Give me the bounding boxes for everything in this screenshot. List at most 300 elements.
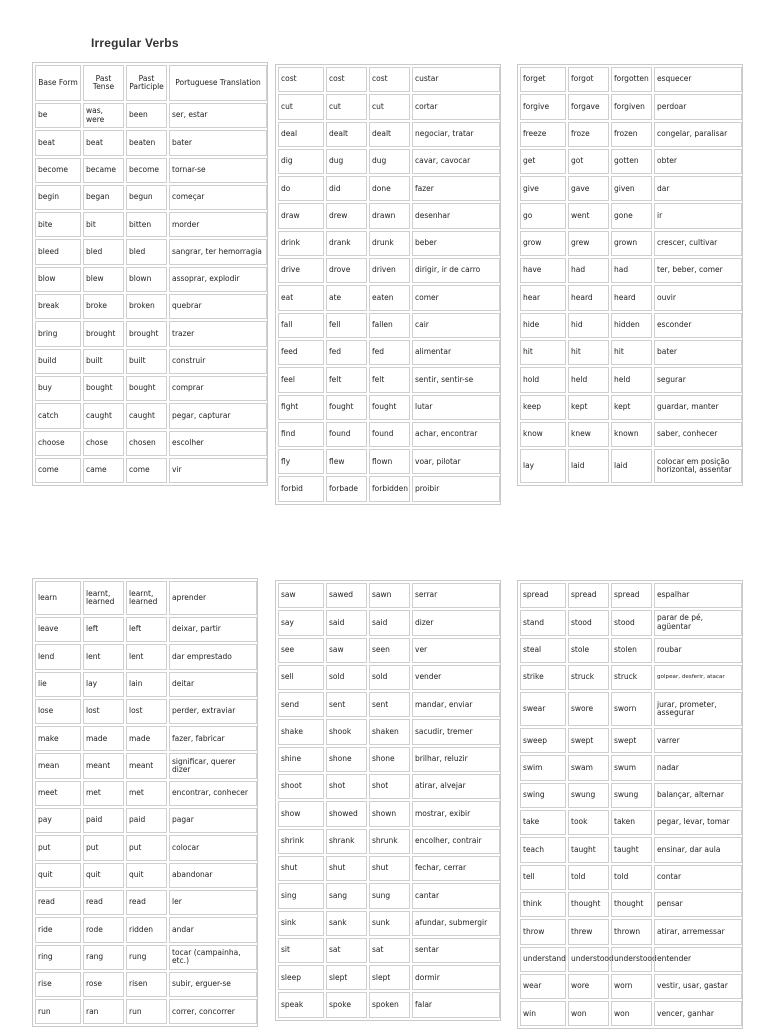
past-participle-cell: come: [126, 458, 167, 483]
past-participle-cell: dealt: [369, 122, 410, 147]
base-form-cell: go: [520, 203, 566, 228]
translation-cell: custar: [412, 67, 500, 92]
translation-cell: pensar: [654, 892, 742, 917]
past-tense-cell: hid: [568, 313, 609, 338]
past-tense-cell: shot: [326, 774, 367, 799]
past-tense-cell: beat: [83, 130, 124, 155]
translation-cell: achar, encontrar: [412, 422, 500, 447]
translation-cell: dar: [654, 176, 742, 201]
past-tense-cell: slept: [326, 965, 367, 990]
past-tense-cell: took: [568, 810, 609, 835]
base-form-cell: choose: [35, 431, 81, 456]
base-form-cell: fly: [278, 449, 324, 474]
past-tense-cell: found: [326, 422, 367, 447]
past-tense-cell: went: [568, 203, 609, 228]
base-form-cell: cut: [278, 94, 324, 119]
base-form-cell: build: [35, 349, 81, 374]
translation-cell: cavar, cavocar: [412, 149, 500, 174]
past-tense-cell: ate: [326, 285, 367, 310]
past-participle-cell: hidden: [611, 313, 652, 338]
past-participle-cell: cut: [369, 94, 410, 119]
base-form-cell: feed: [278, 340, 324, 365]
base-form-cell: find: [278, 422, 324, 447]
translation-cell: crescer, cultivar: [654, 231, 742, 256]
translation-cell: subir, erguer-se: [169, 972, 257, 997]
translation-cell: golpear, desferir, atacar: [654, 665, 742, 690]
translation-cell: comer: [412, 285, 500, 310]
translation-cell: balançar, alternar: [654, 783, 742, 808]
translation-cell: guardar, manter: [654, 395, 742, 420]
translation-cell: trazer: [169, 321, 267, 346]
past-tense-cell: met: [83, 781, 124, 806]
past-participle-cell: had: [611, 258, 652, 283]
past-participle-cell: spoken: [369, 992, 410, 1017]
translation-cell: assoprar, explodir: [169, 267, 267, 292]
past-tense-cell: struck: [568, 665, 609, 690]
past-tense-cell: lay: [83, 672, 124, 697]
translation-cell: ir: [654, 203, 742, 228]
past-participle-cell: been: [126, 103, 167, 128]
base-form-cell: sell: [278, 665, 324, 690]
translation-cell: encontrar, conhecer: [169, 781, 257, 806]
past-participle-cell: risen: [126, 972, 167, 997]
translation-cell: pagar: [169, 808, 257, 833]
base-form-cell: sink: [278, 911, 324, 936]
past-participle-cell: shaken: [369, 719, 410, 744]
base-form-cell: drink: [278, 231, 324, 256]
past-participle-cell: become: [126, 158, 167, 183]
past-participle-cell: lent: [126, 644, 167, 669]
base-form-cell: rise: [35, 972, 81, 997]
base-form-cell: forbid: [278, 476, 324, 501]
past-participle-cell: taught: [611, 837, 652, 862]
past-tense-cell: swam: [568, 755, 609, 780]
past-tense-cell: won: [568, 1001, 609, 1026]
translation-cell: lutar: [412, 395, 500, 420]
past-participle-cell: met: [126, 781, 167, 806]
past-tense-cell: read: [83, 890, 124, 915]
past-participle-cell: bled: [126, 239, 167, 264]
translation-cell: mandar, enviar: [412, 692, 500, 717]
translation-cell: falar: [412, 992, 500, 1017]
base-form-cell: sit: [278, 938, 324, 963]
translation-cell: ouvir: [654, 285, 742, 310]
past-tense-cell: spoke: [326, 992, 367, 1017]
past-participle-cell: kept: [611, 395, 652, 420]
past-participle-cell: cost: [369, 67, 410, 92]
column-header: Portuguese Translation: [169, 65, 267, 101]
base-form-cell: run: [35, 999, 81, 1024]
past-participle-cell: found: [369, 422, 410, 447]
base-form-cell: swear: [520, 692, 566, 726]
translation-cell: fazer: [412, 176, 500, 201]
past-tense-cell: ran: [83, 999, 124, 1024]
past-tense-cell: fell: [326, 313, 367, 338]
past-tense-cell: grew: [568, 231, 609, 256]
past-participle-cell: read: [126, 890, 167, 915]
past-participle-cell: forgiven: [611, 94, 652, 119]
past-participle-cell: sunk: [369, 911, 410, 936]
past-tense-cell: said: [326, 610, 367, 635]
translation-cell: atirar, arremessar: [654, 919, 742, 944]
page-title: Irregular Verbs: [91, 36, 179, 50]
base-form-cell: fight: [278, 395, 324, 420]
base-form-cell: know: [520, 422, 566, 447]
past-tense-cell: sold: [326, 665, 367, 690]
translation-cell: começar: [169, 185, 267, 210]
past-tense-cell: blew: [83, 267, 124, 292]
past-tense-cell: swept: [568, 728, 609, 753]
past-tense-cell: had: [568, 258, 609, 283]
past-participle-cell: run: [126, 999, 167, 1024]
translation-cell: parar de pé, agüentar: [654, 610, 742, 635]
past-tense-cell: laid: [568, 449, 609, 483]
base-form-cell: ring: [35, 945, 81, 970]
base-form-cell: hear: [520, 285, 566, 310]
verb-table-1: [32, 62, 268, 486]
base-form-cell: shrink: [278, 829, 324, 854]
past-participle-cell: swung: [611, 783, 652, 808]
base-form-cell: lie: [35, 672, 81, 697]
base-form-cell: deal: [278, 122, 324, 147]
past-tense-cell: lost: [83, 699, 124, 724]
past-participle-cell: lain: [126, 672, 167, 697]
base-form-cell: drive: [278, 258, 324, 283]
past-participle-cell: fallen: [369, 313, 410, 338]
translation-cell: fechar, cerrar: [412, 856, 500, 881]
past-participle-cell: hit: [611, 340, 652, 365]
translation-cell: deitar: [169, 672, 257, 697]
past-tense-cell: dealt: [326, 122, 367, 147]
base-form-cell: teach: [520, 837, 566, 862]
translation-cell: pegar, capturar: [169, 403, 267, 428]
past-participle-cell: sent: [369, 692, 410, 717]
past-participle-cell: caught: [126, 403, 167, 428]
base-form-cell: hit: [520, 340, 566, 365]
translation-cell: correr, concorrer: [169, 999, 257, 1024]
past-participle-cell: thrown: [611, 919, 652, 944]
translation-cell: brilhar, reluzir: [412, 747, 500, 772]
past-tense-cell: told: [568, 865, 609, 890]
base-form-cell: bite: [35, 212, 81, 237]
translation-cell: segurar: [654, 367, 742, 392]
translation-cell: deixar, partir: [169, 617, 257, 642]
past-tense-cell: bit: [83, 212, 124, 237]
translation-cell: cantar: [412, 883, 500, 908]
base-form-cell: win: [520, 1001, 566, 1026]
base-form-cell: steal: [520, 638, 566, 663]
past-participle-cell: shone: [369, 747, 410, 772]
past-tense-cell: fought: [326, 395, 367, 420]
past-participle-cell: given: [611, 176, 652, 201]
translation-cell: tocar (campainha, etc.): [169, 945, 257, 970]
past-participle-cell: won: [611, 1001, 652, 1026]
verb-table-5: [275, 580, 501, 1021]
base-form-cell: catch: [35, 403, 81, 428]
translation-cell: abandonar: [169, 863, 257, 888]
translation-cell: pegar, levar, tomar: [654, 810, 742, 835]
base-form-cell: pay: [35, 808, 81, 833]
column-header: Base Form: [35, 65, 81, 101]
past-participle-cell: taken: [611, 810, 652, 835]
base-form-cell: swim: [520, 755, 566, 780]
past-tense-cell: bought: [83, 376, 124, 401]
base-form-cell: shake: [278, 719, 324, 744]
past-tense-cell: rose: [83, 972, 124, 997]
past-tense-cell: drew: [326, 203, 367, 228]
past-tense-cell: learnt, learned: [83, 581, 124, 615]
past-participle-cell: ridden: [126, 917, 167, 942]
base-form-cell: begin: [35, 185, 81, 210]
past-tense-cell: flew: [326, 449, 367, 474]
past-tense-cell: threw: [568, 919, 609, 944]
past-tense-cell: felt: [326, 367, 367, 392]
translation-cell: aprender: [169, 581, 257, 615]
base-form-cell: read: [35, 890, 81, 915]
translation-cell: morder: [169, 212, 267, 237]
past-tense-cell: sank: [326, 911, 367, 936]
past-participle-cell: struck: [611, 665, 652, 690]
translation-cell: tornar-se: [169, 158, 267, 183]
past-tense-cell: swore: [568, 692, 609, 726]
past-tense-cell: shrank: [326, 829, 367, 854]
translation-cell: esconder: [654, 313, 742, 338]
past-tense-cell: did: [326, 176, 367, 201]
past-tense-cell: came: [83, 458, 124, 483]
translation-cell: construir: [169, 349, 267, 374]
past-participle-cell: spread: [611, 583, 652, 608]
past-participle-cell: brought: [126, 321, 167, 346]
translation-cell: perdoar: [654, 94, 742, 119]
base-form-cell: cost: [278, 67, 324, 92]
translation-cell: comprar: [169, 376, 267, 401]
translation-cell: vestir, usar, gastar: [654, 974, 742, 999]
base-form-cell: speak: [278, 992, 324, 1017]
past-tense-cell: spread: [568, 583, 609, 608]
past-tense-cell: got: [568, 149, 609, 174]
base-form-cell: fall: [278, 313, 324, 338]
past-participle-cell: seen: [369, 638, 410, 663]
past-participle-cell: fed: [369, 340, 410, 365]
past-tense-cell: gave: [568, 176, 609, 201]
past-tense-cell: heard: [568, 285, 609, 310]
past-tense-cell: forgot: [568, 67, 609, 92]
verb-table-2: [275, 64, 501, 505]
base-form-cell: put: [35, 835, 81, 860]
past-tense-cell: forbade: [326, 476, 367, 501]
past-participle-cell: laid: [611, 449, 652, 483]
base-form-cell: beat: [35, 130, 81, 155]
base-form-cell: do: [278, 176, 324, 201]
past-participle-cell: bought: [126, 376, 167, 401]
past-participle-cell: beaten: [126, 130, 167, 155]
past-tense-cell: sent: [326, 692, 367, 717]
base-form-cell: shut: [278, 856, 324, 881]
past-participle-cell: dug: [369, 149, 410, 174]
past-tense-cell: chose: [83, 431, 124, 456]
past-tense-cell: rang: [83, 945, 124, 970]
base-form-cell: feel: [278, 367, 324, 392]
past-participle-cell: forgotten: [611, 67, 652, 92]
base-form-cell: freeze: [520, 122, 566, 147]
base-form-cell: show: [278, 801, 324, 826]
translation-cell: desenhar: [412, 203, 500, 228]
past-tense-cell: froze: [568, 122, 609, 147]
translation-cell: mostrar, exibir: [412, 801, 500, 826]
translation-cell: beber: [412, 231, 500, 256]
past-participle-cell: gone: [611, 203, 652, 228]
base-form-cell: think: [520, 892, 566, 917]
base-form-cell: lose: [35, 699, 81, 724]
past-participle-cell: chosen: [126, 431, 167, 456]
past-tense-cell: drank: [326, 231, 367, 256]
past-participle-cell: done: [369, 176, 410, 201]
base-form-cell: swing: [520, 783, 566, 808]
past-tense-cell: thought: [568, 892, 609, 917]
translation-cell: vender: [412, 665, 500, 690]
base-form-cell: make: [35, 726, 81, 751]
past-tense-cell: stood: [568, 610, 609, 635]
base-form-cell: forget: [520, 67, 566, 92]
base-form-cell: give: [520, 176, 566, 201]
past-tense-cell: kept: [568, 395, 609, 420]
past-tense-cell: built: [83, 349, 124, 374]
past-participle-cell: shut: [369, 856, 410, 881]
base-form-cell: sing: [278, 883, 324, 908]
past-tense-cell: hit: [568, 340, 609, 365]
past-tense-cell: brought: [83, 321, 124, 346]
past-tense-cell: dug: [326, 149, 367, 174]
base-form-cell: have: [520, 258, 566, 283]
base-form-cell: understand: [520, 947, 566, 972]
translation-cell: andar: [169, 917, 257, 942]
past-participle-cell: quit: [126, 863, 167, 888]
translation-cell: dizer: [412, 610, 500, 635]
translation-cell: ter, beber, comer: [654, 258, 742, 283]
past-participle-cell: left: [126, 617, 167, 642]
past-participle-cell: stolen: [611, 638, 652, 663]
translation-cell: varrer: [654, 728, 742, 753]
base-form-cell: sweep: [520, 728, 566, 753]
past-tense-cell: began: [83, 185, 124, 210]
translation-cell: ser, estar: [169, 103, 267, 128]
past-participle-cell: bitten: [126, 212, 167, 237]
base-form-cell: say: [278, 610, 324, 635]
translation-cell: sentir, sentir-se: [412, 367, 500, 392]
translation-cell: contar: [654, 865, 742, 890]
past-tense-cell: sat: [326, 938, 367, 963]
past-tense-cell: rode: [83, 917, 124, 942]
translation-cell: espalhar: [654, 583, 742, 608]
translation-cell: colocar em posição horizontal, assentar: [654, 449, 742, 483]
past-participle-cell: begun: [126, 185, 167, 210]
column-header: Past Participle: [126, 65, 167, 101]
base-form-cell: take: [520, 810, 566, 835]
base-form-cell: blow: [35, 267, 81, 292]
translation-cell: saber, conhecer: [654, 422, 742, 447]
past-participle-cell: said: [369, 610, 410, 635]
past-participle-cell: stood: [611, 610, 652, 635]
base-form-cell: get: [520, 149, 566, 174]
base-form-cell: hold: [520, 367, 566, 392]
past-tense-cell: swung: [568, 783, 609, 808]
past-participle-cell: meant: [126, 753, 167, 778]
past-participle-cell: shown: [369, 801, 410, 826]
past-tense-cell: cost: [326, 67, 367, 92]
past-participle-cell: frozen: [611, 122, 652, 147]
base-form-cell: buy: [35, 376, 81, 401]
translation-cell: ver: [412, 638, 500, 663]
past-participle-cell: swum: [611, 755, 652, 780]
past-tense-cell: was, were: [83, 103, 124, 128]
past-participle-cell: blown: [126, 267, 167, 292]
translation-cell: vencer, ganhar: [654, 1001, 742, 1026]
base-form-cell: shoot: [278, 774, 324, 799]
past-participle-cell: flown: [369, 449, 410, 474]
past-tense-cell: broke: [83, 294, 124, 319]
past-participle-cell: put: [126, 835, 167, 860]
past-participle-cell: built: [126, 349, 167, 374]
past-tense-cell: caught: [83, 403, 124, 428]
base-form-cell: saw: [278, 583, 324, 608]
past-participle-cell: paid: [126, 808, 167, 833]
past-tense-cell: shut: [326, 856, 367, 881]
past-participle-cell: held: [611, 367, 652, 392]
past-participle-cell: fought: [369, 395, 410, 420]
verb-table-4: [32, 578, 258, 1027]
past-tense-cell: stole: [568, 638, 609, 663]
past-participle-cell: slept: [369, 965, 410, 990]
past-tense-cell: taught: [568, 837, 609, 862]
base-form-cell: lend: [35, 644, 81, 669]
translation-cell: escolher: [169, 431, 267, 456]
past-tense-cell: shook: [326, 719, 367, 744]
base-form-cell: dig: [278, 149, 324, 174]
past-tense-cell: quit: [83, 863, 124, 888]
base-form-cell: forgive: [520, 94, 566, 119]
base-form-cell: sleep: [278, 965, 324, 990]
past-tense-cell: sang: [326, 883, 367, 908]
base-form-cell: eat: [278, 285, 324, 310]
base-form-cell: throw: [520, 919, 566, 944]
past-tense-cell: drove: [326, 258, 367, 283]
column-header: Past Tense: [83, 65, 124, 101]
translation-cell: fazer, fabricar: [169, 726, 257, 751]
past-participle-cell: swept: [611, 728, 652, 753]
translation-cell: ensinar, dar aula: [654, 837, 742, 862]
past-tense-cell: wore: [568, 974, 609, 999]
past-participle-cell: known: [611, 422, 652, 447]
past-participle-cell: sworn: [611, 692, 652, 726]
verb-table-6: [517, 580, 743, 1029]
translation-cell: congelar, paralisar: [654, 122, 742, 147]
past-participle-cell: worn: [611, 974, 652, 999]
past-tense-cell: sawed: [326, 583, 367, 608]
base-form-cell: stand: [520, 610, 566, 635]
base-form-cell: break: [35, 294, 81, 319]
translation-cell: serrar: [412, 583, 500, 608]
past-participle-cell: drawn: [369, 203, 410, 228]
base-form-cell: learn: [35, 581, 81, 615]
past-participle-cell: lost: [126, 699, 167, 724]
past-participle-cell: shrunk: [369, 829, 410, 854]
translation-cell: cair: [412, 313, 500, 338]
translation-cell: alimentar: [412, 340, 500, 365]
translation-cell: dormir: [412, 965, 500, 990]
translation-cell: vir: [169, 458, 267, 483]
translation-cell: voar, pilotar: [412, 449, 500, 474]
translation-cell: quebrar: [169, 294, 267, 319]
